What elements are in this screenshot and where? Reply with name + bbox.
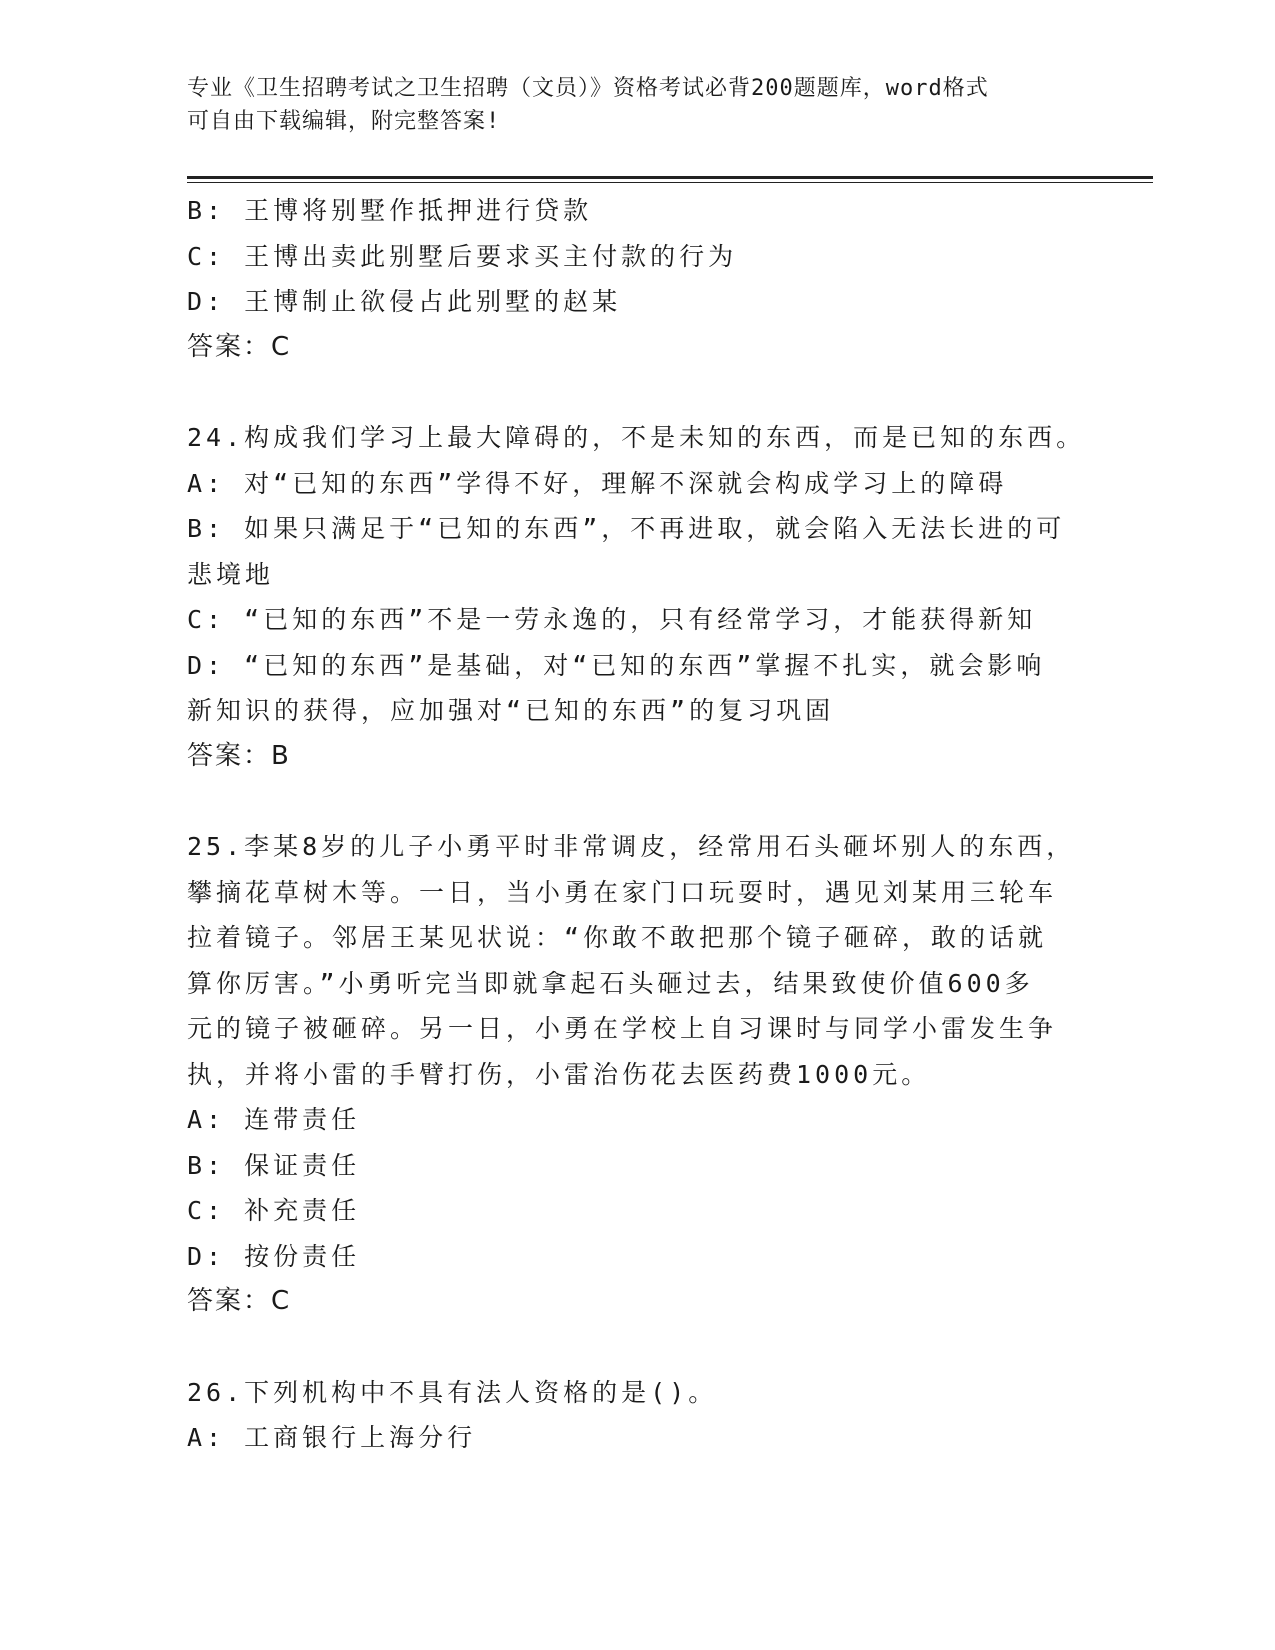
header-line-1: 专业《卫生招聘考试之卫生招聘（文员）》资格考试必背200题题库，word格式 <box>187 76 989 101</box>
option-d: D: 按份责任 <box>187 1241 361 1271</box>
question-content <box>187 188 1086 1461</box>
question-stem: 26.下列机构中不具有法人资格的是()。 <box>187 1377 718 1407</box>
header-line-2: 可自由下载编辑，附完整答案! <box>187 109 501 134</box>
document-header <box>187 72 1067 138</box>
header-rule-thin <box>187 182 1153 183</box>
spacer <box>187 1325 1077 1370</box>
option-d: D: 王博制止欲侵占此别墅的赵某 <box>187 287 622 316</box>
option-b: B: 如果只满足于“已知的东西”，不再进取，就会陷入无法长进的可 <box>187 514 1066 543</box>
question-block-26 <box>187 1370 1077 1461</box>
option-d: D: “已知的东西”是基础，对“已知的东西”掌握不扎实，就会影响 <box>187 650 1046 680</box>
spacer <box>187 370 1077 415</box>
answer-text: 答案：C <box>187 331 292 362</box>
header-rule-thick <box>187 176 1153 179</box>
option-a: A: 对“已知的东西”学得不好，理解不深就会构成学习上的障碍 <box>187 468 1008 498</box>
option-b-continued: 悲境地 <box>187 559 275 589</box>
option-a: A: 工商银行上海分行 <box>187 1423 477 1452</box>
question-stem-line-2: 攀摘花草树木等。一日，当小勇在家门口玩耍时，遇见刘某用三轮车 <box>187 877 1058 907</box>
option-b: B: 王博将别墅作抵押进行贷款 <box>187 196 593 225</box>
option-a: A: 连带责任 <box>187 1105 361 1134</box>
question-block-23 <box>187 188 1077 370</box>
question-stem: 24.构成我们学习上最大障碍的，不是未知的东西，而是已知的东西。 <box>187 423 1086 452</box>
option-c: C: 补充责任 <box>187 1196 361 1225</box>
question-stem-line-1: 25.李某8岁的儿子小勇平时非常调皮，经常用石头砸坏别人的东西， <box>187 832 1076 861</box>
question-block-24 <box>187 415 1086 779</box>
option-d-continued: 新知识的获得，应加强对“已知的东西”的复习巩固 <box>187 696 835 725</box>
question-stem-line-3: 拉着镜子。邻居王某见状说：“你敢不敢把那个镜子砸碎，敢的话就 <box>187 923 1048 952</box>
option-c: C: “已知的东西”不是一劳永逸的，只有经常学习，才能获得新知 <box>187 605 1037 634</box>
question-stem-line-5: 元的镜子被砸碎。另一日，小勇在学校上自习课时与同学小雷发生争 <box>187 1014 1058 1043</box>
option-b: B: 保证责任 <box>187 1150 361 1180</box>
spacer <box>187 779 1077 824</box>
question-block-25 <box>187 824 1077 1325</box>
answer-text: 答案：C <box>187 1286 292 1316</box>
question-stem-line-4: 算你厉害。”小勇听完当即就拿起石头砸过去，结果致使价值600多 <box>187 968 1034 998</box>
answer-text: 答案：B <box>187 740 291 771</box>
question-stem-line-6: 执，并将小雷的手臂打伤，小雷治伤花去医药费1000元。 <box>187 1059 931 1089</box>
option-c: C: 王博出卖此别墅后要求买主付款的行为 <box>187 241 738 271</box>
